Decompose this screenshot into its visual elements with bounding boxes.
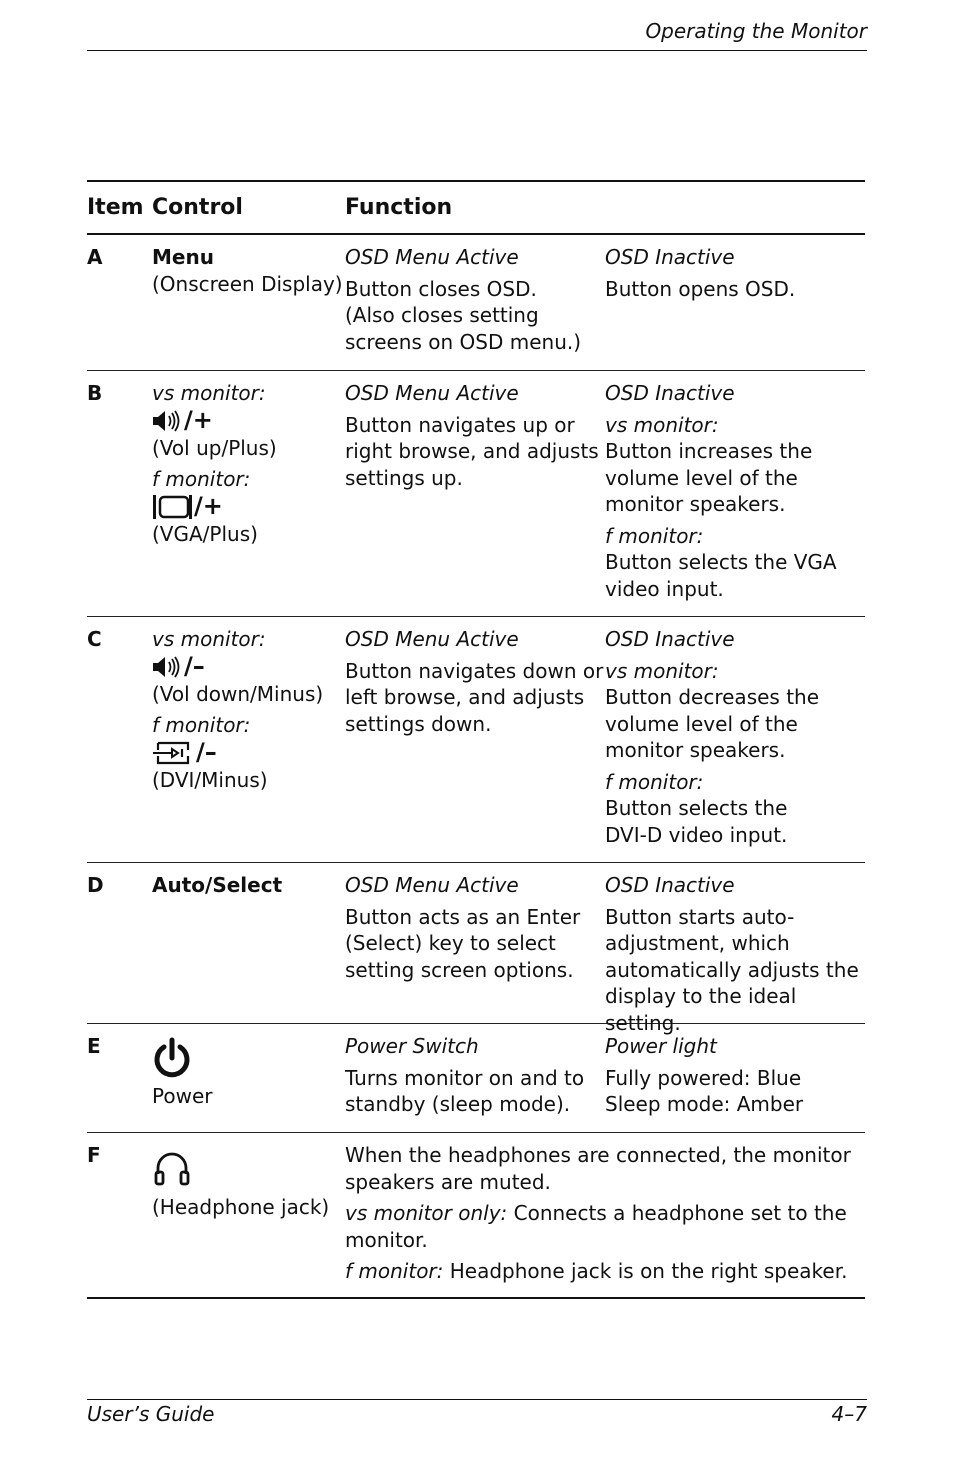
osd-inactive-title: OSD Inactive <box>605 627 735 651</box>
inactive-vs-text: Button decreases the volume level of the monitor speakers. <box>605 685 820 762</box>
dvi-input-icon <box>152 740 194 766</box>
osd-inactive-cell <box>605 872 865 1035</box>
footer-rule <box>87 1399 867 1400</box>
row-item-label: B <box>87 381 103 405</box>
headphone-f-line <box>345 1258 865 1285</box>
vs-desc: (Vol down/Minus) <box>152 681 324 706</box>
speaker-icon <box>152 409 182 433</box>
inactive-f-label: f monitor: <box>605 769 704 794</box>
osd-inactive-text: Button opens OSD. <box>605 276 796 301</box>
page-number: 4–7 <box>831 1402 867 1426</box>
vs-symbol <box>152 653 345 681</box>
osd-active-cell <box>345 380 605 616</box>
control-name: Auto/Select <box>152 873 283 897</box>
table-row <box>87 1024 865 1132</box>
control-name: Menu <box>152 245 214 269</box>
control-desc: (Onscreen Display) <box>152 271 343 296</box>
inactive-vs-text: Button increases the volume level of the monitor speakers. <box>605 439 813 516</box>
headphone-text: When the headphones are connected, the monitor speakers are muted. <box>345 1143 851 1194</box>
row-control <box>152 380 345 616</box>
osd-active-title: OSD Menu Active <box>345 381 519 405</box>
vs-symbol-text: /+ <box>184 406 213 435</box>
vs-label: vs monitor: <box>152 381 266 405</box>
osd-active-cell <box>345 872 605 1023</box>
table-row <box>87 371 865 616</box>
controls-table <box>87 180 865 1299</box>
vs-symbol-text: /– <box>184 652 205 681</box>
headphone-function-cell <box>345 1142 865 1297</box>
vs-symbol <box>152 407 345 435</box>
f-label: f monitor: <box>152 467 251 491</box>
osd-active-text: Button acts as an Enter (Select) key to select setting screen options. <box>345 904 581 982</box>
headphone-vs-line <box>345 1200 865 1253</box>
f-symbol <box>152 739 345 767</box>
power-light-cell <box>605 1033 865 1132</box>
table-row <box>87 863 865 1035</box>
table-row <box>87 235 865 370</box>
table-row <box>87 1133 865 1297</box>
f-label: f monitor: <box>345 1259 444 1283</box>
row-control <box>152 1142 345 1297</box>
osd-active-title: OSD Menu Active <box>345 873 519 897</box>
f-text: Headphone jack is on the right speaker. <box>443 1259 848 1283</box>
vs-label: vs monitor: <box>152 627 266 651</box>
osd-inactive-title: OSD Inactive <box>605 873 735 897</box>
row-control <box>152 872 345 1023</box>
f-desc: (VGA/Plus) <box>152 521 258 546</box>
inactive-vs-label: vs monitor: <box>605 412 719 437</box>
header-item: Item <box>87 195 144 220</box>
osd-active-text: Button closes OSD. (Also closes setting screens on OSD menu.) <box>345 276 582 354</box>
osd-active-title: OSD Menu Active <box>345 627 519 651</box>
row-item-label: D <box>87 873 104 897</box>
row-item-label: C <box>87 627 102 651</box>
control-desc: Power <box>152 1084 213 1108</box>
headphone-icon <box>152 1148 192 1188</box>
vs-only-label: vs monitor only: <box>345 1201 508 1225</box>
row-item-label: F <box>87 1143 101 1167</box>
header-control: Control <box>152 195 243 220</box>
row-control <box>152 1033 345 1132</box>
inactive-f-text: Button selects the DVI-D video input. <box>605 796 788 847</box>
osd-inactive-cell <box>605 244 865 370</box>
row-item-label: A <box>87 245 103 269</box>
vs-only-text: Connects a headphone set to the monitor. <box>345 1201 847 1252</box>
f-symbol-text: /+ <box>194 492 223 521</box>
inactive-f-label: f monitor: <box>605 523 704 548</box>
vga-monitor-icon <box>152 494 192 520</box>
osd-active-cell <box>345 244 605 370</box>
table-header-row <box>87 182 865 233</box>
osd-inactive-cell <box>605 380 865 616</box>
header-function: Function <box>345 195 453 220</box>
power-switch-title: Power Switch <box>345 1034 479 1058</box>
power-light-title: Power light <box>605 1034 717 1058</box>
f-desc: (DVI/Minus) <box>152 767 268 792</box>
osd-active-title: OSD Menu Active <box>345 245 519 269</box>
f-label: f monitor: <box>152 713 251 737</box>
osd-inactive-cell <box>605 626 865 862</box>
header-rule <box>87 50 867 51</box>
power-switch-text: Turns monitor on and to standby (sleep mode). <box>345 1065 585 1116</box>
inactive-f-text: Button selects the VGA video input. <box>605 550 837 601</box>
f-symbol <box>152 493 345 521</box>
table-row <box>87 617 865 862</box>
vs-desc: (Vol up/Plus) <box>152 435 277 460</box>
control-desc: (Headphone jack) <box>152 1195 330 1219</box>
f-symbol-text: /– <box>196 738 217 767</box>
osd-active-text: Button navigates down or left browse, and adjusts settings down. <box>345 658 604 736</box>
osd-inactive-title: OSD Inactive <box>605 381 735 405</box>
footer-guide-title: User’s Guide <box>87 1402 215 1426</box>
osd-active-cell <box>345 626 605 862</box>
speaker-icon <box>152 655 182 679</box>
table-bottom-rule <box>87 1297 865 1299</box>
osd-active-text: Button navigates up or right browse, and adjusts settings up. <box>345 412 599 490</box>
row-control <box>152 626 345 862</box>
power-light-text: Fully powered: Blue Sleep mode: Amber <box>605 1065 804 1116</box>
power-switch-cell <box>345 1033 605 1132</box>
osd-inactive-title: OSD Inactive <box>605 245 735 269</box>
row-item-label: E <box>87 1034 101 1058</box>
inactive-vs-label: vs monitor: <box>605 658 719 683</box>
row-control <box>152 244 345 370</box>
osd-inactive-text: Button starts auto-adjustment, which automatically adjusts the display to the ideal setting. <box>605 904 859 1035</box>
power-icon <box>152 1037 192 1079</box>
running-header: Operating the Monitor <box>645 19 867 43</box>
